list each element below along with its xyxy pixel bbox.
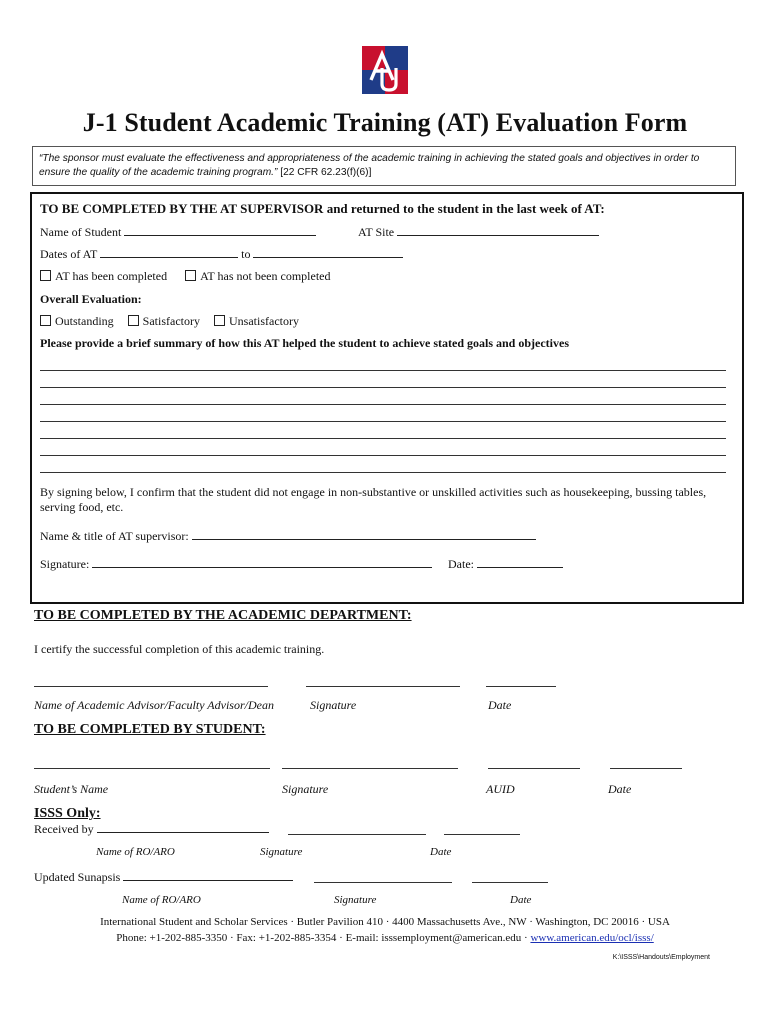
student-signature-caption: Signature (282, 782, 329, 796)
outstanding-label: Outstanding (55, 314, 114, 328)
dates-label: Dates of AT (40, 247, 98, 261)
advisor-date-field[interactable] (486, 686, 556, 687)
student-date-caption: Date (608, 782, 632, 796)
footer-contact-text: Phone: +1-202-885-3350 · Fax: +1-202-885-3354 · E-mail: isssemployment@american.edu · (116, 932, 531, 944)
summary-line[interactable] (40, 455, 726, 456)
updated-signature-caption: Signature (334, 894, 377, 906)
received-by-signature-field[interactable] (288, 834, 426, 835)
date-end-field[interactable] (253, 247, 403, 258)
student-name-label: Name of Student (40, 225, 122, 239)
file-path: K:\ISSS\Handouts\Employment (612, 954, 710, 961)
student-name-caption: Student’s Name (34, 782, 109, 796)
advisor-name-field[interactable] (34, 686, 268, 687)
at-completed-checkbox[interactable] (40, 270, 51, 281)
supervisor-name-row (40, 529, 536, 544)
satisfactory-checkbox[interactable] (128, 315, 139, 326)
updated-date-field[interactable] (472, 882, 548, 883)
supervisor-heading-bold: TO BE COMPLETED BY THE AT SUPERVISOR (40, 201, 324, 216)
updated-name-caption: Name of RO/ARO (122, 894, 201, 906)
evaluation-options (40, 314, 299, 329)
updated-sunapsis-row (34, 870, 293, 885)
supervisor-signature-label: Signature: (40, 557, 90, 571)
dates-row (40, 247, 403, 262)
department-certify-text: I certify the successful completion of this academic training. (34, 642, 325, 656)
advisor-date-caption: Date (488, 698, 512, 712)
summary-line[interactable] (40, 404, 726, 405)
student-signature-field[interactable] (282, 768, 458, 769)
outstanding-checkbox[interactable] (40, 315, 51, 326)
at-not-completed-checkbox[interactable] (185, 270, 196, 281)
received-date-caption: Date (430, 846, 452, 858)
footer-contact (0, 932, 770, 944)
student-name-sign-field[interactable] (34, 768, 270, 769)
supervisor-date-row (448, 557, 563, 572)
received-by-name-field[interactable] (97, 822, 269, 833)
dates-to-label: to (241, 247, 251, 261)
summary-line[interactable] (40, 387, 726, 388)
attestation-line-2: serving food, etc. (40, 500, 124, 514)
summary-prompt: Please provide a brief summary of how this AT helped the student to achieve stated goals and objectives (40, 336, 569, 350)
summary-line[interactable] (40, 472, 726, 473)
student-heading: TO BE COMPLETED BY STUDENT: (34, 722, 266, 737)
au-logo (362, 46, 408, 94)
attestation-line-1: By signing below, I confirm that the student did not engage in non-substantive or unskilled activities such as housekeeping, bussing tables, (40, 485, 707, 499)
supervisor-name-field[interactable] (192, 529, 536, 540)
date-start-field[interactable] (100, 247, 238, 258)
supervisor-heading (40, 201, 605, 217)
received-by-row (34, 822, 269, 837)
summary-line[interactable] (40, 421, 726, 422)
updated-signature-field[interactable] (314, 882, 452, 883)
updated-date-caption: Date (510, 894, 532, 906)
received-by-date-field[interactable] (444, 834, 520, 835)
student-auid-caption: AUID (486, 782, 515, 796)
received-by-label: Received by (34, 822, 94, 836)
supervisor-signature-field[interactable] (92, 557, 432, 568)
completion-row (40, 269, 331, 284)
supervisor-signature-row (40, 557, 432, 572)
at-site-label: AT Site (358, 225, 395, 239)
advisor-signature-caption: Signature (310, 698, 357, 712)
supervisor-date-field[interactable] (477, 557, 563, 568)
overall-evaluation-label: Overall Evaluation: (40, 292, 142, 306)
summary-line[interactable] (40, 438, 726, 439)
advisor-name-caption: Name of Academic Advisor/Faculty Advisor/Dean (34, 698, 274, 712)
regulation-quote (39, 152, 729, 180)
updated-sunapsis-label: Updated Sunapsis (34, 870, 121, 884)
received-name-caption: Name of RO/ARO (96, 846, 175, 858)
regulation-quote-box (32, 146, 736, 186)
isss-heading: ISSS Only: (34, 806, 101, 821)
student-date-field[interactable] (610, 768, 682, 769)
at-not-completed-label: AT has not been completed (200, 269, 331, 283)
supervisor-heading-rest: and returned to the student in the last week of AT: (323, 201, 605, 216)
cfr-citation: [22 CFR 62.23(f)(6)] (280, 167, 372, 178)
satisfactory-label: Satisfactory (142, 314, 200, 328)
at-site-row (358, 225, 599, 240)
advisor-signature-field[interactable] (306, 686, 460, 687)
at-completed-label: AT has been completed (55, 269, 168, 283)
unsatisfactory-label: Unsatisfactory (229, 314, 299, 328)
supervisor-date-label: Date: (448, 557, 474, 571)
student-auid-field[interactable] (488, 768, 580, 769)
quote-text: “The sponsor must evaluate the effectiveness and appropriateness of the academic training in achieving the stated goals and objectives in order to ensure the quality of the academic training program.” (39, 153, 700, 178)
received-signature-caption: Signature (260, 846, 303, 858)
student-name-row (40, 225, 316, 240)
page-title: J-1 Student Academic Training (AT) Evaluation Form (82, 108, 688, 137)
unsatisfactory-checkbox[interactable] (214, 315, 225, 326)
student-name-field[interactable] (124, 225, 316, 236)
isss-website-link[interactable]: www.american.edu/ocl/isss/ (530, 932, 654, 944)
updated-name-field[interactable] (123, 870, 293, 881)
at-site-field[interactable] (397, 225, 599, 236)
supervisor-name-label: Name & title of AT supervisor: (40, 529, 189, 543)
footer-address: International Student and Scholar Services · Butler Pavilion 410 · 4400 Massachusetts Ave., NW · Washington, DC 20016 · USA (100, 916, 670, 928)
summary-line[interactable] (40, 370, 726, 371)
department-heading: TO BE COMPLETED BY THE ACADEMIC DEPARTMENT: (34, 608, 412, 623)
